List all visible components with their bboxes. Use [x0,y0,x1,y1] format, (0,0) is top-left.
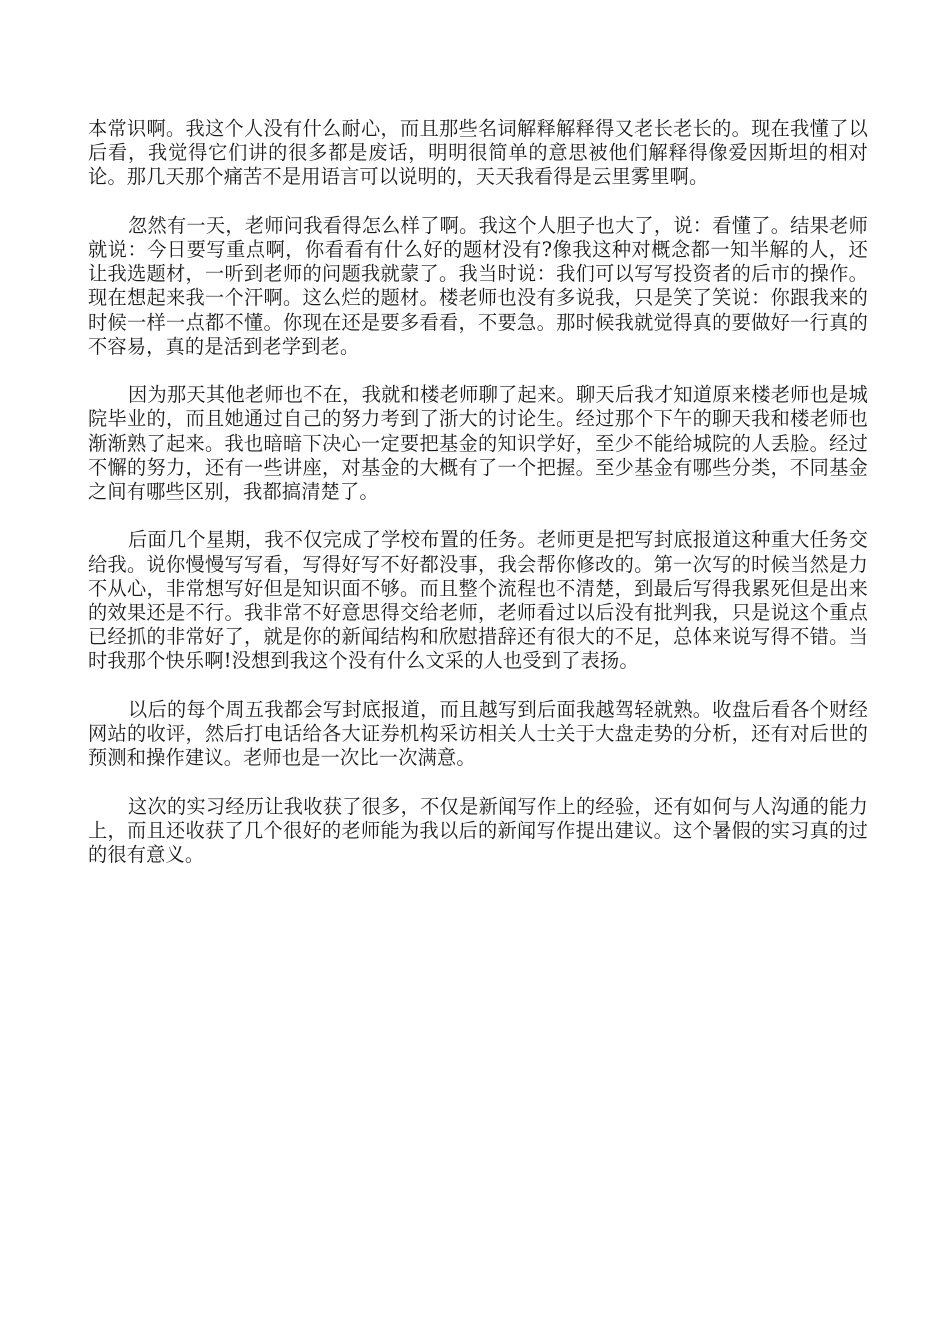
paragraph-1: 本常识啊。我这个人没有什么耐心，而且那些名词解释解释得又老长老长的。现在我懂了以后看，我觉得它们讲的很多都是废话，明明很简单的意思被他们解释得像爱因斯坦的相对论。那几天那个痛苦不是用语言可以说明的，天天我看得是云里雾里啊。 [88,117,868,189]
paragraph-5: 以后的每个周五我都会写封底报道，而且越写到后面我越驾轻就熟。收盘后看各个财经网站的收评，然后打电话给各大证券机构采访相关人士关于大盘走势的分析，还有对后世的预测和操作建议。老师也是一次比一次满意。 [88,697,868,770]
document-body [88,117,868,891]
paragraph-4: 后面几个星期，我不仅完成了学校布置的任务。老师更是把写封底报道这种重大任务交给我。说你慢慢写写看，写得好写不好都没事，我会帮你修改的。第一次写的时候当然是力不从心，非常想写好但是知识面不够。而且整个流程也不清楚，到最后写得我累死但是出来的效果还是不行。我非常不好意思得交给老师，老师看过以后没有批判我，只是说这个重点已经抓的非常好了，就是你的新闻结构和欣慰措辞还有很大的不足，总体来说写得不错。当时我那个快乐啊!没想到我这个没有什么文采的人也受到了表扬。 [88,528,868,673]
paragraph-2: 忽然有一天，老师问我看得怎么样了啊。我这个人胆子也大了，说：看懂了。结果老师就说：今日要写重点啊，你看看有什么好的题材没有?像我这种对概念都一知半解的人，还让我选题材，一听到老师的问题我就蒙了。我当时说：我们可以写写投资者的后市的操作。现在想起来我一个汗啊。这么烂的题材。楼老师也没有多说我，只是笑了笑说：你跟我来的时候一样一点都不懂。你现在还是要多看看，不要急。那时候我就觉得真的要做好一行真的不容易，真的是活到老学到老。 [88,213,868,358]
paragraph-6: 这次的实习经历让我收获了很多，不仅是新闻写作上的经验，还有如何与人沟通的能力上，而且还收获了几个很好的老师能为我以后的新闻写作提出建议。这个暑假的实习真的过的很有意义。 [88,794,868,867]
paragraph-3: 因为那天其他老师也不在，我就和楼老师聊了起来。聊天后我才知道原来楼老师也是城院毕业的，而且她通过自己的努力考到了浙大的讨论生。经过那个下午的聊天我和楼老师也渐渐熟了起来。我也暗暗下决心一定要把基金的知识学好，至少不能给城院的人丢脸。经过不懈的努力，还有一些讲座，对基金的大概有了一个把握。至少基金有哪些分类，不同基金之间有哪些区别，我都搞清楚了。 [88,383,868,504]
